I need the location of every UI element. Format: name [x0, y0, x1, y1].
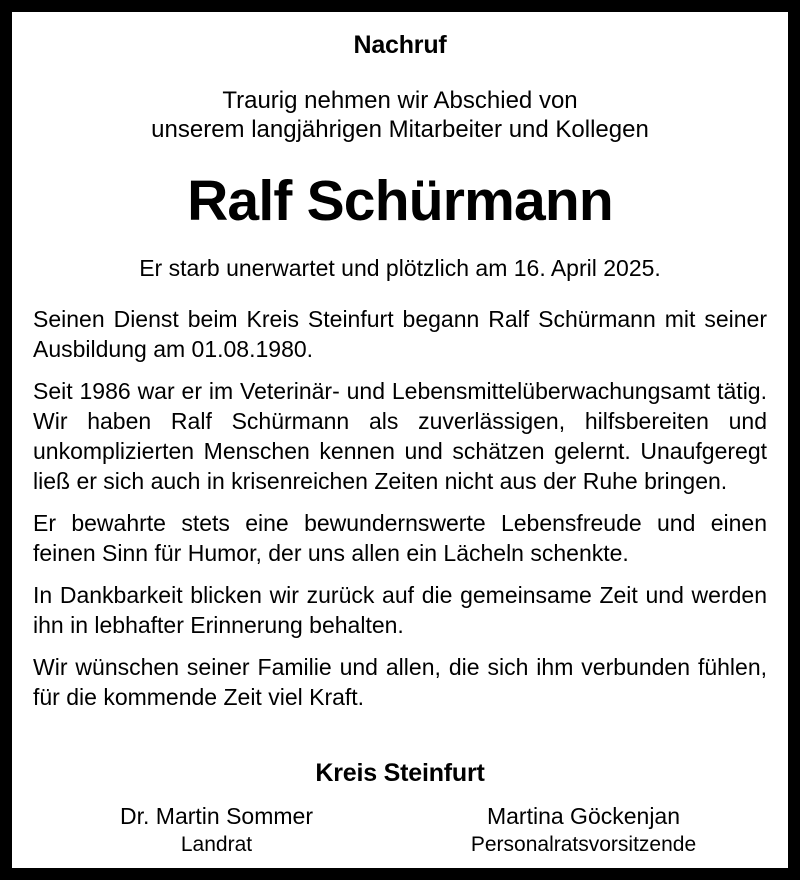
intro-line-2: unserem langjährigen Mitarbeiter und Kollegen	[151, 116, 649, 143]
signatory-right	[400, 802, 767, 858]
signatory-title: Landrat	[180, 833, 253, 856]
body-paragraph: Er bewahrte stets eine bewundernswerte Lebensfreude und einen feinen Sinn für Humor, der uns allen ein Lächeln schenkte.	[33, 510, 767, 566]
signature-block	[33, 758, 767, 858]
obituary-body	[33, 304, 767, 712]
signatory-row	[33, 802, 767, 858]
intro-block	[33, 86, 767, 144]
body-paragraph: Seit 1986 war er im Veterinär- und Lebensmittelüberwachungsamt tätig. Wir haben Ralf Schürmann als zuverlässigen, hilfsbereiten und unkomplizierten Menschen kennen und schätzen gelernt. Unaufgeregt ließ er sich auch in krisenreichen Zeiten nicht aus der Ruhe bringen.	[33, 378, 767, 494]
body-paragraph: Seinen Dienst beim Kreis Steinfurt begann Ralf Schürmann mit seiner Ausbildung am 01.08.1980.	[33, 306, 767, 362]
obituary-notice-card	[12, 12, 788, 868]
signatory-name: Dr. Martin Sommer	[120, 803, 313, 829]
death-date-line: Er starb unerwartet und plötzlich am 16. April 2025.	[139, 255, 661, 281]
deceased-name: Ralf Schürmann	[187, 169, 613, 233]
body-paragraph: Wir wünschen seiner Familie und allen, die sich ihm verbunden fühlen, für die kommende Zeit viel Kraft.	[33, 654, 767, 710]
notice-title: Nachruf	[353, 31, 447, 59]
organization-name: Kreis Steinfurt	[315, 759, 485, 787]
signatory-left	[33, 802, 400, 858]
signatory-title: Personalratsvorsitzende	[470, 833, 697, 856]
body-paragraph: In Dankbarkeit blicken wir zurück auf die gemeinsame Zeit und werden ihn in lebhafter Erinnerung behalten.	[33, 582, 767, 638]
intro-line-1: Traurig nehmen wir Abschied von	[222, 87, 578, 114]
signatory-name: Martina Göckenjan	[486, 803, 681, 829]
